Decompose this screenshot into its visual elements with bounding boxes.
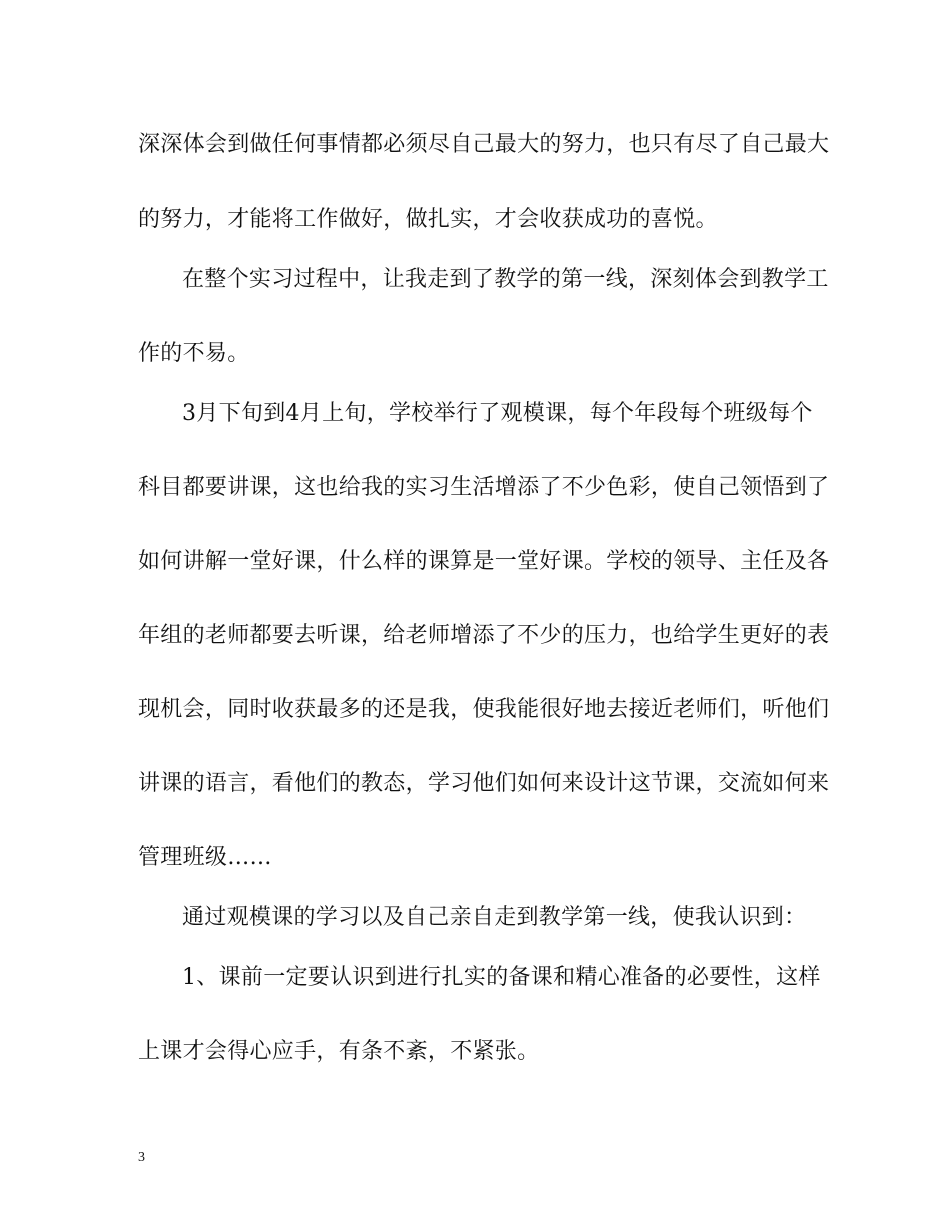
text-line: 讲课的语言，看他们的教态，学习他们如何来设计这节课，交流如何来 (138, 771, 830, 796)
text-line: 在整个实习过程中，让我走到了教学的第一线，深刻体会到教学工 (182, 267, 829, 292)
text-line: 作的不易。 (138, 341, 250, 366)
text-line: 3月下旬到4月上旬，学校举行了观模课，每个年段每个班级每个 (182, 401, 813, 426)
text-line: 通过观模课的学习以及自己亲自走到教学第一线，使我认识到： (182, 905, 807, 930)
text-line: 1、课前一定要认识到进行扎实的备课和精心准备的必要性，这样 (182, 965, 821, 990)
text-line: 管理班级…… (138, 845, 272, 870)
text-line: 年组的老师都要去听课，给老师增添了不少的压力，也给学生更好的表 (138, 623, 830, 648)
text-line: 现机会，同时收获最多的还是我，使我能很好地去接近老师们，听他们 (138, 697, 830, 722)
text-line: 科目都要讲课，这也给我的实习生活增添了不少色彩，使自己领悟到了 (138, 475, 830, 500)
text-line: 的努力，才能将工作做好，做扎实，才会收获成功的喜悦。 (138, 207, 718, 232)
page-number: 3 (138, 1150, 145, 1165)
text-line: 深深体会到做任何事情都必须尽自己最大的努力，也只有尽了自己最大 (138, 132, 830, 157)
text-line: 上课才会得心应手，有条不紊，不紧张。 (138, 1039, 540, 1064)
text-line: 如何讲解一堂好课，什么样的课算是一堂好课。学校的领导、主任及各 (138, 549, 830, 574)
